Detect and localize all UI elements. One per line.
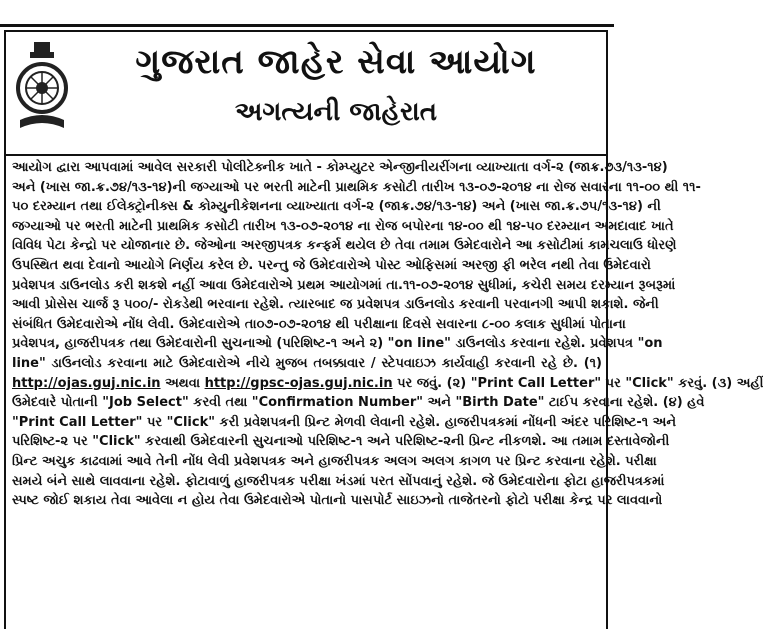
gpsc-ojas-link[interactable]: http://gpsc-ojas.guj.nic.in (204, 375, 393, 391)
notice-line: આયોગ દ્વારા આપવામાં આવેલ સરકારી પોલીટેક્નીક ખાતે - કોમ્પ્યુટર એન્જીનીયરીંગના વ્યાખ્યાતા વર્ગ-૨ (જાક્ર.૭૩/૧૩-૧૪) (12, 160, 668, 175)
notice-line: વિવિધ પેટા કેન્દ્રો પર યોજાનાર છે. જેઓના અરજીપત્રક કન્ફર્મ થયેલ છે તેવા તમામ ઉમેદવારોને આ કસોટીમાં કામચલાઉ ધોરણે (12, 238, 677, 254)
notice-line: ઉપસ્થિત થવા દેવાનો આયોગે નિર્ણય કરેલ છે. પરન્તુ જે ઉમેદવારોએ પોસ્ટ ઓફિસમાં અરજી ફી ભરેલ નથી તેવા ઉમેદવારો (12, 257, 651, 273)
notice-line: line" ડાઉનલોડ કરવાના માટે ઉમેદવારોએ નીચે મુજબ તબક્કાવાર / સ્ટેપવાઇઝ કાર્યવાહી કરવાની રહે છે. (૧) (12, 355, 602, 371)
notice-header (6, 32, 606, 156)
notice-line: "Print Call Letter" પર "Click" કરી પ્રવેશપત્રની પ્રિન્ટ મેળવી લેવાની રહેશે. હાજરીપત્રકમાં નોંધની અંદર પરિશિષ્ટ-૧ અને (12, 414, 677, 430)
notice-line: સ્પષ્ટ જોઈ શકાય તેવા આવેલા ન હોય તેવા ઉમેદવારોએ પોતાનો પાસપોર્ટ સાઇઝનો તાજેતરનો ફોટો પરીક્ષા કેન્દ્ર પર લાવવાનો (12, 493, 663, 509)
notice-line: અને (ખાસ જા.ક્ર.૭૪/૧૩-૧૪)ની જગ્યાઓ પર ભરતી માટેની પ્રાથમિક કસોટી તારીખ ૧૩-૦૭-૨૦૧૪ ના રોજ સવારના ૧૧-૦૦ થી ૧૧- (12, 179, 701, 195)
notice-line: આવી પ્રોસેસ ચાર્જ રૂ ૫૦૦/- રોકડેથી ભરવાના રહેશે. ત્યારબાદ જ પ્રવેશપત્ર ડાઉનલોડ કરવાની પરવાનગી આપી શકાશે. જેની (12, 297, 659, 313)
notice-frame (4, 30, 763, 629)
ojas-link[interactable]: http://ojas.guj.nic.in (12, 375, 161, 391)
notice-line: પ્રવેશપત્ર ડાઉનલોડ કરી શકશે નહીં આવા ઉમેદવારોએ પ્રથમ આયોગમાં તા.૧૧-૦૭-૨૦૧૪ સુધીમાં, કચેરી સમય દરમ્યાન રૂબરૂમાં (12, 277, 676, 293)
top-band (0, 0, 614, 27)
link-line-rest: પર જવું. (૨) "Print Call Letter" પર "Click" કરવું. (૩) અહીં (392, 375, 763, 391)
notice-body (12, 158, 763, 628)
gpsc-emblem-icon (14, 40, 70, 132)
notice-line: પરિશિષ્ટ-૨ પર "Click" કરવાથી ઉમેદવારની સુચનાઓ પરિશિષ્ટ-૧ અને પરિશિષ્ટ-૨ની પ્રિન્ટ નીકળશે. આ તમામ દસ્તાવેજોની (12, 434, 670, 450)
notice-line: સંબંધિત ઉમેદવારોએ નોંધ લેવી. ઉમેદવારોએ તા૦૭-૦૭-૨૦૧૪ થી પરીક્ષાના દિવસે સવારના ૮-૦૦ કલાક સુધીમાં પોતાના (12, 316, 626, 332)
notice-line: સમયે બંને સાથે લાવવાના રહેશે. ફોટાવાળું હાજરીપત્રક પરીક્ષા ખંડમાં પરત સોંપવાનું રહેશે. જે ઉમેદવારોના ફોટા હાજરીપત્રકમાં (12, 473, 665, 489)
notice-line: ૫૦ દરમ્યાન તથા ઈલેક્ટ્રોનીક્સ & કોમ્યુનીકેશનના વ્યાખ્યાતા વર્ગ-૨ (જાક્ર.૭૪/૧૩-૧૪) અને (ખાસ જા.ક્ર.૭૫/૧૩-૧૪) ની (12, 199, 661, 215)
notice-line: જગ્યાઓ પર ભરતી માટેની પ્રાથમિક કસોટી તારીખ ૧૩-૦૭-૨૦૧૪ ના રોજ બપોરના ૧૪-૦૦ થી ૧૪-૫૦ દરમ્યાન અમદાવાદ ખાતે (12, 218, 674, 234)
notice-link-line (12, 374, 763, 394)
link-separator: અથવા (160, 375, 205, 391)
notice-line: પ્રવેશપત્ર, હાજરીપત્રક તથા ઉમેદવારોની સુચનાઓ (પરિશિષ્ટ-૧ અને ૨) "on line" ડાઉનલોડ કરવાના રહેશે. પ્રવેશપત્ર "on (12, 336, 663, 352)
page-title: ગુજરાત જાહેર સેવા આયોગ (135, 42, 537, 82)
notice-line: ઉમેદવારે પોતાની "Job Select" કરવી તથા "Confirmation Number" અને "Birth Date" ટાઈપ કરવાના રહેશે. (૪) હવે (12, 395, 705, 411)
page-subtitle: અગત્યની જાહેરાત (234, 97, 438, 127)
notice-line: પ્રિન્ટ અચુક કાઢવામાં આવે તેની નોંધ લેવી પ્રવેશપત્રક અને હાજરીપત્રક અલગ અલગ કાગળ પર પ્રિન્ટ કરવાના રહેશે. પરીક્ષા (12, 453, 657, 469)
